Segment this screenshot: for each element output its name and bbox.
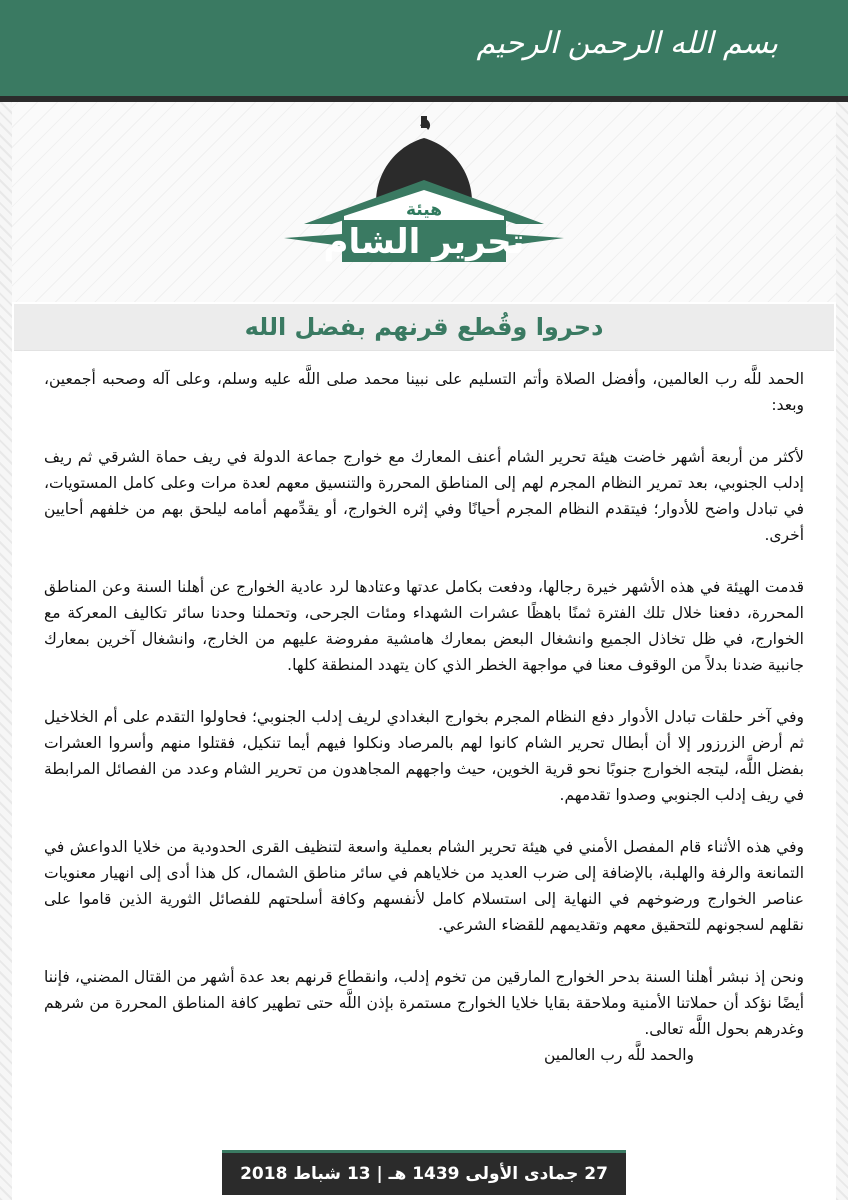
date-footer: 27 جمادى الأولى 1439 هـ | 13 شباط 2018: [222, 1150, 626, 1195]
paragraph-4: وفي هذه الأثناء قام المفصل الأمني في هيئة تحرير الشام بعملية واسعة لتنظيف القرى الحدودية من خلايا الدواعش في التمانعة والرفة والهلبة، بالإضافة إلى ضرب العديد من خلاياهم في سائر مناطق الشمال، كل هذا أدى إلى انهيار معنويات عناصر الخوارج ورضوخهم في النهاية إلى استسلام كامل لأنفسهم وكافة أسلحتهم للفصائل الثورية الذين قاموا على نقلهم لسجونهم للتحقيق معهم وتقديمهم للقضاء الشرعي.: [44, 838, 804, 934]
logo-main-text: تحرير الشام: [323, 222, 525, 262]
statement-body: [44, 366, 804, 1146]
paragraph-opening: الحمد للَّه رب العالمين، وأفضل الصلاة وأتم التسليم على نبينا محمد صلى اللَّه عليه وسلم، وعلى آله وصحبه أجمعين، وبعد:: [44, 370, 804, 414]
left-border-pattern: [0, 102, 12, 1200]
paragraph-5: ونحن إذ نبشر أهلنا السنة بدحر الخوارج المارقين من تخوم إدلب، وانقطاع قرنهم بعد عدة أشهر من القتال المضني، فإننا أيضًا نؤكد أن حملاتنا الأمنية وملاحقة بقايا خلايا الخوارج مستمرة بإذن اللَّه حتى تطهير كافة المناطق المحررة من شرهم وغدرهم بحول اللَّه تعالى.: [44, 968, 804, 1038]
title-bar: [14, 304, 834, 351]
paragraph-1: لأكثر من أربعة أشهر خاضت هيئة تحرير الشام أعنف المعارك مع خوارج جماعة الدولة في ريف حماة الشرقي ثم ريف إدلب الجنوبي، بعد تمرير النظام المجرم لهم إلى المناطق المحررة والتنسيق معهم لعدة مرات وعلى كامل المستويات، في تبادل واضح للأدوار؛ فيتقدم النظام المجرم أحيانًا وفي إثره الخوارج، أو يقدِّمهم أمامه ليلحق بهم من خلفهم أحايين أخرى.: [44, 448, 804, 544]
statement-title: دحروا وقُطع قرنهم بفضل الله: [244, 313, 604, 341]
header-banner: [0, 0, 848, 96]
right-border-pattern: [836, 102, 848, 1200]
logo-small-text: هيئة: [406, 200, 442, 220]
closing-line: والحمد للَّه رب العالمين: [543, 1046, 694, 1064]
paragraph-3: وفي آخر حلقات تبادل الأدوار دفع النظام المجرم بخوارج البغدادي لريف إدلب الجنوبي؛ فحاولوا التقدم على أم الخلاخيل ثم أرض الزرزور إلا أن أبطال تحرير الشام كانوا لهم بالمرصاد ونكلوا فيهم أيما تنكيل، فقتلوا منهم وأسروا العشرات بفضل اللَّه، ليتجه الخوارج جنوبًا نحو قرية الخوين، حيث واجههم المجاهدون من تحرير الشام وعدد من الفصائل المرابطة في ريف إدلب الجنوبي وصدوا تقدمهم.: [44, 708, 804, 804]
logo-area: [0, 102, 848, 302]
basmala-calligraphy: بسم الله الرحمن الرحيم: [476, 26, 778, 61]
paragraph-2: قدمت الهيئة في هذه الأشهر خيرة رجالها، ودفعت بكامل عدتها وعتادها لرد عادية الخوارج عن أهلنا السنة وعن المناطق المحررة، دفعنا خلال تلك الفترة ثمنًا باهظًا عشرات الشهداء ومئات الجرحى، وتحملنا وحدنا سائر تكاليف المعركة مع الخوارج، في ظل تخاذل الجميع وانشغال البعض بمعارك هامشية مفروضة عليهم من الخارج، وانشغال آخرين بمعارك جانبية ضدنا بدلاً من الوقوف معنا في مواجهة الخطر الذي كان يتهدد المنطقة كلها.: [44, 578, 804, 674]
